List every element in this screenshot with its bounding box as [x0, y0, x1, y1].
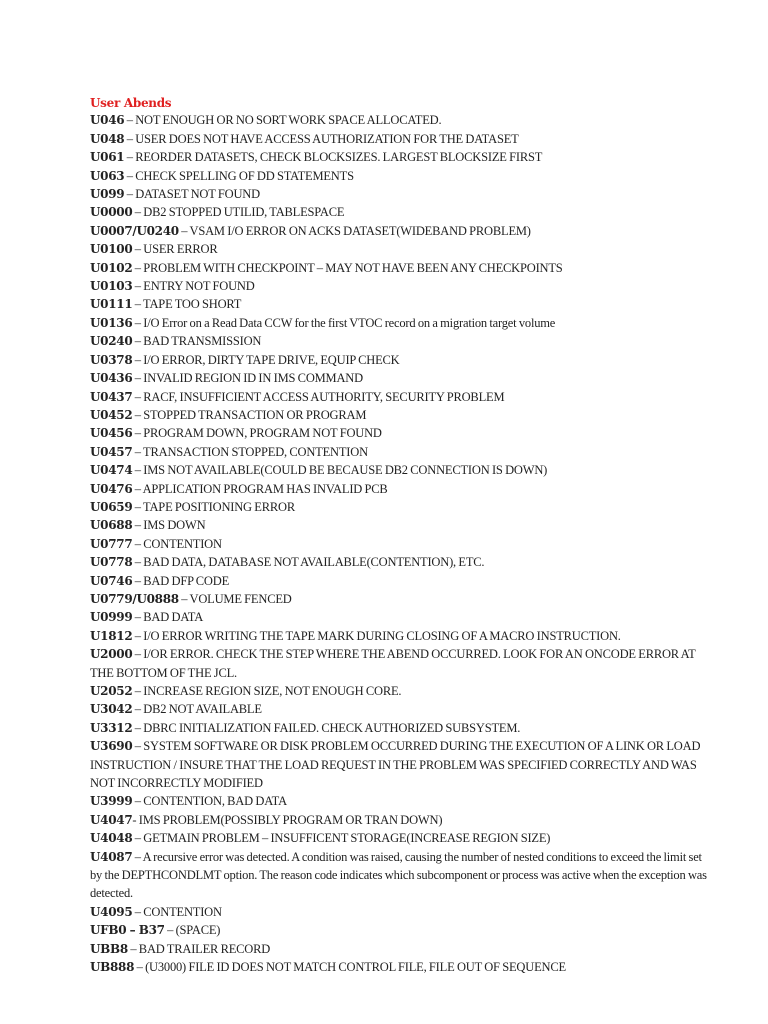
abend-description: – VOLUME FENCED — [178, 591, 292, 606]
abend-code: U0007/U0240 — [90, 223, 179, 238]
abend-description: – I/O Error on a Read Data CCW for the first VTOC record on a migration target volume — [132, 315, 556, 330]
abend-code: U0476 — [90, 481, 133, 496]
abend-description: – ENTRY NOT FOUND — [132, 279, 255, 294]
abend-description: – BAD DFP CODE — [132, 573, 230, 588]
abend-code: U1812 — [90, 628, 133, 643]
abend-entry — [90, 849, 710, 904]
abend-code: U046 — [90, 113, 125, 128]
abend-entry — [90, 481, 710, 499]
abend-code: U0102 — [90, 260, 133, 275]
abend-entry — [90, 941, 710, 959]
abend-code: UB888 — [90, 960, 135, 975]
abend-description: – DBRC INITIALIZATION FAILED. CHECK AUTHORIZED SUBSYSTEM. — [132, 720, 521, 735]
abend-entry — [90, 536, 710, 554]
abend-description: – DATASET NOT FOUND — [124, 187, 260, 202]
abend-entry — [90, 573, 710, 591]
abend-code: U0999 — [90, 610, 133, 625]
abend-code: U0100 — [90, 242, 133, 257]
abend-description: – USER DOES NOT HAVE ACCESS AUTHORIZATION FOR THE DATASET — [124, 131, 519, 146]
abend-entry — [90, 296, 710, 314]
abend-description: – TAPE TOO SHORT — [132, 297, 242, 312]
abend-entry — [90, 554, 710, 572]
abend-entry — [90, 738, 710, 793]
abend-entry — [90, 131, 710, 149]
abend-code: U0000 — [90, 205, 133, 220]
abend-code: U0103 — [90, 279, 133, 294]
abend-entry — [90, 223, 710, 241]
abend-entry — [90, 830, 710, 848]
abend-entry — [90, 591, 710, 609]
abend-description: – IMS NOT AVAILABLE(COULD BE BECAUSE DB2 CONNECTION IS DOWN) — [132, 463, 548, 478]
abend-description: – A recursive error was detected. A condition was raised, causing the number of nested conditions to exceed the limit set by the DEPTHCONDLMT option. The reason code indicates which subcomponent or process was active when the exception was detected. — [90, 849, 707, 901]
abend-code: U3042 — [90, 702, 133, 717]
abend-description: – BAD DATA — [132, 610, 204, 625]
abend-code: U4047 — [90, 812, 133, 827]
abend-description: – IMS DOWN — [132, 518, 206, 533]
abend-entry — [90, 112, 710, 130]
abend-entry — [90, 278, 710, 296]
abend-entry — [90, 352, 710, 370]
abend-code: U0452 — [90, 407, 133, 422]
abend-entry — [90, 462, 710, 480]
abend-description: – STOPPED TRANSACTION OR PROGRAM — [132, 407, 367, 422]
abend-entry — [90, 683, 710, 701]
abend-description: – CONTENTION — [132, 904, 222, 919]
abend-code: U3312 — [90, 720, 133, 735]
abend-description: – PROBLEM WITH CHECKPOINT – MAY NOT HAVE BEEN ANY CHECKPOINTS — [132, 260, 563, 275]
abend-entry — [90, 609, 710, 627]
document-page — [90, 95, 710, 978]
abend-code: U048 — [90, 131, 125, 146]
abend-code: U0240 — [90, 334, 133, 349]
abend-entry — [90, 517, 710, 535]
abend-description: – BAD DATA, DATABASE NOT AVAILABLE(CONTENTION), ETC. — [132, 555, 485, 570]
abend-description: – CHECK SPELLING OF DD STATEMENTS — [124, 168, 354, 183]
abend-description: – INVALID REGION ID IN IMS COMMAND — [132, 371, 363, 386]
abend-code: U2000 — [90, 647, 133, 662]
abend-code: U0746 — [90, 573, 133, 588]
abend-entry — [90, 260, 710, 278]
abend-code: U4087 — [90, 849, 133, 864]
abend-entry — [90, 959, 710, 977]
abend-entry — [90, 315, 710, 333]
abend-entry — [90, 241, 710, 259]
abend-code: U0111 — [90, 297, 133, 312]
abend-code: U063 — [90, 168, 125, 183]
abend-code: U0659 — [90, 499, 133, 514]
abend-description: – I/OR ERROR. CHECK THE STEP WHERE THE ABEND OCCURRED. LOOK FOR AN ONCODE ERROR AT THE BOTTOM OF THE JCL. — [90, 647, 696, 680]
abend-code: U0436 — [90, 371, 133, 386]
abend-entry — [90, 389, 710, 407]
abend-entry — [90, 904, 710, 922]
abend-description: – BAD TRANSMISSION — [132, 334, 262, 349]
abend-entry — [90, 444, 710, 462]
page-title: User Abends — [90, 96, 172, 110]
abend-code-list — [90, 112, 710, 977]
abend-code: U0437 — [90, 389, 133, 404]
abend-code: UFB0 – B37 — [90, 923, 165, 938]
abend-code: U0688 — [90, 518, 133, 533]
abend-entry — [90, 922, 710, 940]
abend-code: U0378 — [90, 352, 133, 367]
abend-description: – REORDER DATASETS, CHECK BLOCKSIZES. LARGEST BLOCKSIZE FIRST — [124, 150, 543, 165]
abend-code: U0136 — [90, 315, 133, 330]
abend-description: – (SPACE) — [164, 923, 221, 938]
abend-code: U061 — [90, 150, 125, 165]
abend-description: – I/O ERROR WRITING THE TAPE MARK DURING CLOSING OF A MACRO INSTRUCTION. — [132, 628, 621, 643]
abend-description: – (U3000) FILE ID DOES NOT MATCH CONTROL FILE, FILE OUT OF SEQUENCE — [134, 960, 566, 975]
abend-code: U0474 — [90, 463, 133, 478]
abend-description: – RACF, INSUFFICIENT ACCESS AUTHORITY, SECURITY PROBLEM — [132, 389, 505, 404]
abend-code: U3999 — [90, 794, 133, 809]
abend-description: – DB2 STOPPED UTILID, TABLESPACE — [132, 205, 345, 220]
abend-code: U0779/U0888 — [90, 591, 179, 606]
abend-entry — [90, 812, 710, 830]
abend-code: U2052 — [90, 684, 133, 698]
abend-description: – VSAM I/O ERROR ON ACKS DATASET(WIDEBAND PROBLEM) — [178, 223, 531, 238]
abend-code: U4095 — [90, 904, 133, 919]
abend-entry — [90, 646, 710, 683]
abend-entry — [90, 425, 710, 443]
abend-description: – INCREASE REGION SIZE, NOT ENOUGH CORE. — [132, 684, 402, 698]
abend-code: U0456 — [90, 426, 133, 441]
abend-description: – PROGRAM DOWN, PROGRAM NOT FOUND — [132, 426, 382, 441]
abend-code: U3690 — [90, 739, 133, 754]
abend-code: U0778 — [90, 555, 133, 570]
abend-entry — [90, 499, 710, 517]
abend-description: – GETMAIN PROBLEM – INSUFFICENT STORAGE(INCREASE REGION SIZE) — [132, 831, 551, 846]
abend-description: – SYSTEM SOFTWARE OR DISK PROBLEM OCCURRED DURING THE EXECUTION OF A LINK OR LOAD INSTRUCTION / INSURE THAT THE LOAD REQUEST IN THE PROBLEM WAS SPECIFIED CORRECTLY AND WAS NOT INCORRECTLY MODIFIED — [90, 739, 701, 791]
abend-description: – APPLICATION PROGRAM HAS INVALID PCB — [132, 481, 388, 496]
abend-entry — [90, 407, 710, 425]
abend-entry — [90, 720, 710, 738]
abend-code: U0777 — [90, 536, 133, 551]
abend-code: U0457 — [90, 444, 133, 459]
abend-description: - IMS PROBLEM(POSSIBLY PROGRAM OR TRAN DOWN) — [132, 812, 443, 827]
abend-entry — [90, 333, 710, 351]
abend-entry — [90, 149, 710, 167]
abend-entry — [90, 701, 710, 719]
abend-code: UBB8 — [90, 941, 128, 956]
abend-description: – DB2 NOT AVAILABLE — [132, 702, 262, 717]
abend-entry — [90, 793, 710, 811]
abend-entry — [90, 186, 710, 204]
abend-description: – BAD TRAILER RECORD — [127, 941, 271, 956]
abend-code: U4048 — [90, 831, 133, 846]
abend-description: – CONTENTION — [132, 536, 222, 551]
abend-description: – CONTENTION, BAD DATA — [132, 794, 287, 809]
abend-entry — [90, 628, 710, 646]
abend-description: – NOT ENOUGH OR NO SORT WORK SPACE ALLOCATED. — [124, 113, 442, 128]
abend-code: U099 — [90, 187, 125, 202]
abend-entry — [90, 204, 710, 222]
abend-entry — [90, 168, 710, 186]
abend-entry — [90, 370, 710, 388]
abend-description: – USER ERROR — [132, 242, 218, 257]
abend-description: – I/O ERROR, DIRTY TAPE DRIVE, EQUIP CHECK — [132, 352, 400, 367]
abend-description: – TRANSACTION STOPPED, CONTENTION — [132, 444, 368, 459]
abend-description: – TAPE POSITIONING ERROR — [132, 499, 295, 514]
